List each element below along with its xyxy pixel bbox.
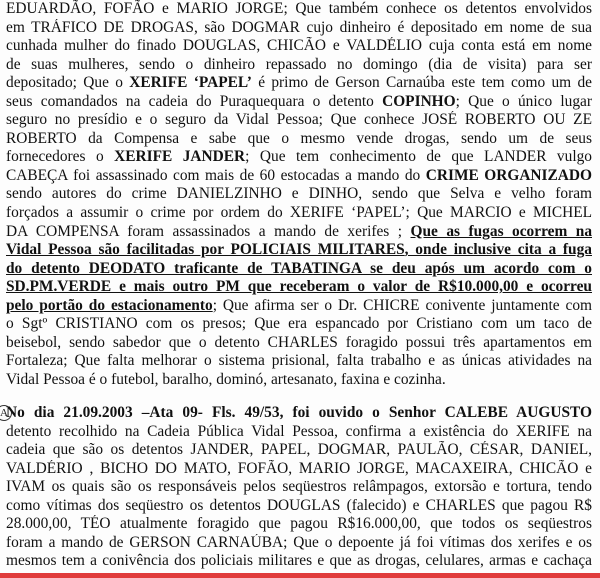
bold-name: COPINHO (382, 92, 456, 110)
bottom-edge-bar (0, 573, 600, 578)
bold-name: XERIFE ‘PAPEL’ (129, 74, 252, 92)
text-line: foram a mando de GERSON CARNAÚBA; Que o depoente já foi vítimas dos xerifes e os (6, 533, 592, 551)
text-line: em TRÁFICO DE DROGAS, são DOGMAR cujo dinheiro é depositado em nome de sua (6, 18, 592, 36)
handwritten-circle-mark: A (0, 405, 12, 421)
highlighted-text: SD.PM.VERDE e mais outro PM que receberam o valor de R$10.000,00 e ocorreu (6, 278, 592, 296)
text-line: VALDÉRIO , BICHO DO MATO, FOFÃO, MARIO JORGE, MACAXEIRA, CHICÃO e (6, 459, 592, 477)
text-line (6, 260, 592, 279)
bold-name: XERIFE JANDER (114, 148, 246, 166)
text-line: 28.000,00, TÉO atualmente foragido que pagou R$16.000,00, que todos os seqüestros (6, 515, 592, 533)
text-line: pelo portão do estacionamento; Que afirma ser o Dr. CHICRE conivente juntamente com (6, 296, 592, 314)
text-line: seguro no presídio e o seguro da Vidal Pessoa; Que conhece JOSÉ ROBERTO OU ZE (6, 111, 592, 129)
text-line: depositado; Que o XERIFE ‘PAPEL’ é primo de Gerson Carnaúba este tem como um de (6, 74, 592, 92)
text-line: IVAM os quais são os responsáveis pelos seqüestros relâmpagos, extorsão e tortura, tendo (6, 478, 592, 496)
text-line: Vidal Pessoa são facilitadas por POLICIAIS MILITARES, onde inclusive cita a fuga (6, 241, 592, 259)
text-line: Vidal Pessoa é o futebol, baralho, dominó, artesanato, faxina e cozinha. (6, 370, 446, 388)
text-line: forçados a assumir o crime por ordem do XERIFE ‘PAPEL’; Que MARCIO e MICHEL (6, 204, 592, 222)
highlighted-text: Vidal Pessoa são facilitadas por POLICIAIS MILITARES (6, 241, 405, 259)
highlighted-text: Que as fugas ocorrem na (410, 222, 592, 240)
text-line: beisebol, sendo sabedor que o detento CHARLES foragido possui três apartamentos em (6, 333, 592, 351)
text-line: CABEÇA foi assassinado com mais de 60 estocadas a mando do CRIME ORGANIZADO (6, 166, 592, 184)
text-line: de suas mulheres, sendo o dinheiro repassado no domingo (dia de visita) para ser (6, 55, 592, 73)
text-line: ROBERTO da Compensa e sabe que o mesmo vende drogas, sendo um de seus (6, 129, 592, 147)
text-line (6, 278, 592, 297)
paragraph-testimony-2 (6, 404, 592, 571)
bold-term: CRIME ORGANIZADO (425, 166, 592, 184)
text-line: EDUARDÃO, FOFÃO e MARIO JORGE; Que também conhece os detentos envolvidos (6, 0, 592, 17)
testimony-heading: No dia 21.09.2003 –Ata 09- Fls. 49/53, foi ouvido o Senhor CALEBE AUGUSTO (6, 404, 592, 421)
text-line: cadeia que são os detentos JANDER, PAPEL, DOGMAR, PAULÃO, CÉSAR, DANIEL, (6, 441, 592, 459)
text-line: sendo autores do crime DANIELZINHO e DINHO, sendo que Selva e velho foram (6, 185, 592, 203)
text-line: fornecedores o XERIFE JANDER; Que tem conhecimento de que LANDER vulgo (6, 148, 592, 166)
text-line: Fortaleza; Que falta melhorar o sistema prisional, falta trabalho e as únicas atividades na (6, 352, 592, 370)
highlighted-text: pelo portão do estacionamento (6, 296, 213, 314)
paragraph-testimony-1 (6, 0, 592, 389)
text-line: cunhada mulher do finado DOUGLAS, CHICÃO e VALDÉLIO cuja conta está em nome (6, 37, 592, 55)
text-line: o Sgtº CRISTIANO com os presos; Que era espancado por Cristiano com um taco de (6, 315, 592, 333)
text-line: seus comandados na cadeia do Puraquequara o detento COPINHO; Que o único lugar (6, 92, 592, 110)
text-line: detento recolhido na Cadeia Pública Vidal Pessoa, confirma a existência do XERIFE na (6, 422, 592, 440)
text-line: DA COMPENSA foram assassinados a mando de xerifes ; Que as fugas ocorrem na (6, 222, 592, 240)
text-line: como vítimas dos seqüestro os detentos DOUGLAS (falecido) e CHARLES que pagou R$ (6, 496, 592, 514)
highlighted-text: do detento DEODATO traficante de TABATINGA se deu após um acordo com o (6, 259, 592, 277)
text-line: mesmos tem a conivência dos policiais militares e que as drogas, celulares, armas e cachaça (6, 552, 592, 570)
